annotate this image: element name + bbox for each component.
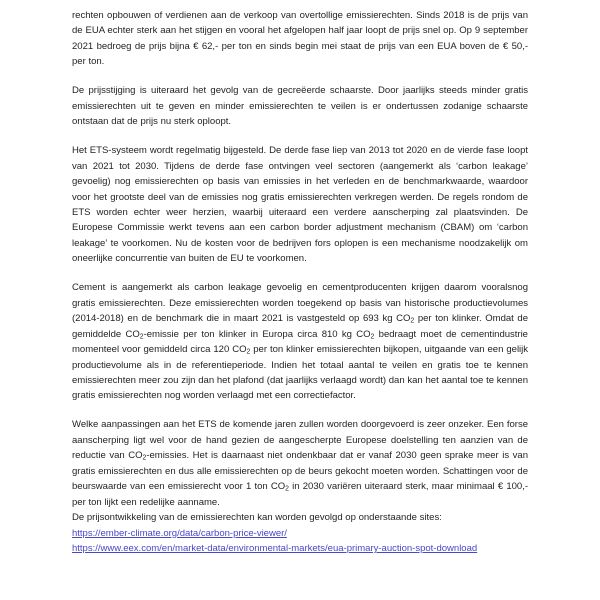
future-text-3: in 2030 variëren uiteraard sterk, maar minimaal € 100,- per ton lijkt een redelijke aanname. xyxy=(72,481,528,508)
closing-intro-text: De prijsontwikkeling van de emissierechten kan worden gevolgd op onderstaande sites: xyxy=(72,512,442,524)
closing-links-block xyxy=(72,510,528,556)
cement-text-1: Cement is aangemerkt als carbon leakage gevoelig en cementproducenten krijgen daarom vooralsnog gratis emissierechten. Deze emissierechten worden toegekend op basis van historische productievolumes (2014-2018) en de benchmark die in maart 2021 is vastgesteld op 693 kg CO xyxy=(72,282,528,325)
paragraph-price-increase-scarcity: De prijsstijging is uiteraard het gevolg van de gecreëerde schaarste. Door jaarlijks steeds minder gratis emissierechten uit te geven en minder emissierechten te veilen is er ondertussen zodanige schaarste ontstaan dat de prijs nu sterk oploopt. xyxy=(72,85,528,128)
link-ember-climate-carbon-price-viewer[interactable]: https://ember-climate.org/data/carbon-price-viewer/ xyxy=(72,527,287,539)
subscript-co2-4: 2 xyxy=(246,348,251,356)
subscript-co2-2: 2 xyxy=(139,333,144,341)
paragraph-ets-system-phases: Het ETS-systeem wordt regelmatig bijgesteld. De derde fase liep van 2013 tot 2020 en de vierde fase loopt van 2021 tot 2030. Tijdens de derde fase ontvingen veel sectoren (aangemerkt als ‘carbon leakage’ gevoelig) nog emissierechten op basis van emissies in het verleden en de benchmarkwaarde, waardoor voor het grootste deel van de emissies nog gratis emissierechten verkregen werden. De regels rondom de ETS worden echter weer herzien, waarbij uiteraard een verdere aanscherping zal plaatsvinden. De Europese Commissie werkt tevens aan een carbon border adjustment mechanism (CBAM) om ‘carbon leakage’ te voorkomen. Nu de kosten voor de bedrijven fors oplopen is een mechanisme noodzakelijk om oneerlijke concurrentie van buiten de EU te voorkomen. xyxy=(72,145,528,265)
paragraph-emission-rights-price: rechten opbouwen of verdienen aan de verkoop van overtollige emissierechten. Sinds 2018 is de prijs van de EUA echter sterk aan het stijgen en vooral het afgelopen half jaar loopt de prijs snel op. Op 9 september 2021 bedroeg de prijs bijna € 62,- per ton en sinds begin mei staat de prijs van een EUA boven de € 50,- per ton. xyxy=(72,10,528,68)
future-text-1: Welke aanpassingen aan het ETS de komende jaren zullen worden doorgevoerd is zeer onzeker. Een forse aanscherping ligt wel voor de hand gezien de aangescherpte Europese doelstelling ten aanzien van de reductie van CO xyxy=(72,419,528,462)
document-text-column xyxy=(72,8,528,557)
cement-text-4: bedraagt moet de cementindustrie momenteel voor gemiddeld circa 120 CO xyxy=(72,328,528,356)
cement-text-2: per ton klinker. Omdat de gemiddelde CO xyxy=(72,313,528,340)
paragraph-future-ets-adjustments xyxy=(72,417,528,510)
subscript-co2-3: 2 xyxy=(370,333,375,341)
subscript-co2-5: 2 xyxy=(142,454,147,462)
future-text-2: -emissies. Het is daarnaast niet ondenkbaar dat er vanaf 2030 geen sprake meer is van gratis emissierechten en dus alle emissierechten op de beurs gekocht moeten worden. Schattingen voor de beurswaarde van een emissierecht voor 1 ton CO xyxy=(72,450,528,493)
link-eex-eua-primary-auction-spot-download[interactable]: https://www.eex.com/en/market-data/environmental-markets/eua-primary-auction-spot-download xyxy=(72,543,478,555)
cement-text-5: per ton klinker emissierechten bijkopen, uitgaande van een gelijk productievolume als in de referentieperiode. Indien het totaal aantal te veilen en gratis toe te kennen emissierechten meer zou zijn dan het plafond (dat jaarlijks verlaagd wordt) dan kan het aantal toe te kennen gratis emissierechten nog worden verlaagd met een correctiefactor. xyxy=(72,344,528,402)
subscript-co2-1: 2 xyxy=(410,317,415,325)
paragraph-cement-carbon-leakage xyxy=(72,280,528,404)
cement-text-3: -emissie per ton klinker in Europa circa 810 kg CO xyxy=(143,328,371,340)
subscript-co2-6: 2 xyxy=(285,485,289,493)
